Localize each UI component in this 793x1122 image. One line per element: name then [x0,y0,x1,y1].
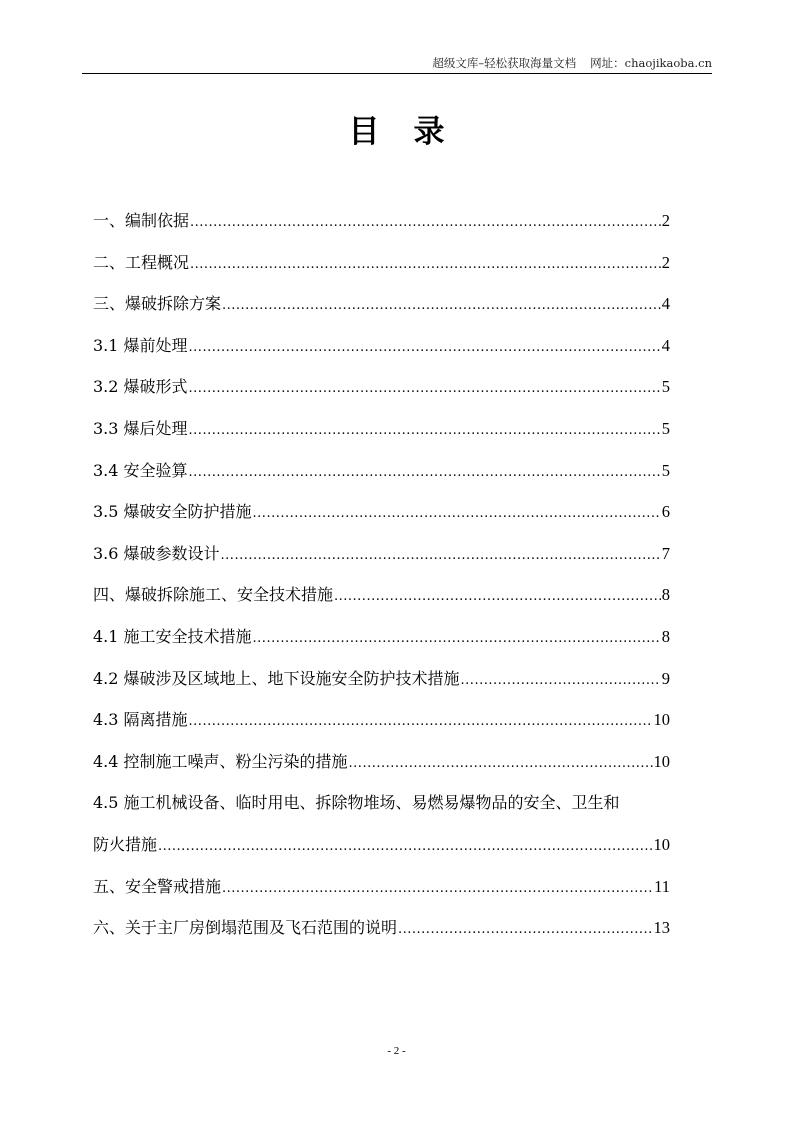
dot-leader [190,215,661,230]
toc-entry-page: 5 [661,418,670,438]
toc-entry[interactable] [93,374,670,416]
toc-entry-page: 5 [661,460,670,480]
toc-entry-page: 5 [661,377,670,397]
toc-entry-page: 7 [661,543,670,563]
toc-entry-text: 4.4 控制施工噪声、粉尘污染的措施 [93,751,348,771]
toc-entry-text: 一、编制依据 [93,211,190,230]
toc-entry-page: 10 [653,710,670,730]
dot-leader [189,423,661,438]
toc-entry-page: 8 [661,585,670,605]
toc-entry[interactable] [93,749,670,791]
toc-entry-page: 9 [661,668,670,688]
page-title: 目录 [348,114,479,150]
dot-leader [253,631,661,646]
toc-entry-page: 2 [661,211,670,230]
toc-entry[interactable] [93,416,670,458]
dot-leader [221,548,661,563]
toc-entry[interactable] [93,624,670,666]
toc-entry-text: 4.2 爆破涉及区域地上、地下设施安全防护技术措施 [93,668,460,688]
toc-entry-text: 3.6 爆破参数设计 [93,543,220,563]
toc-entry[interactable] [93,874,670,916]
header-rule [82,73,712,74]
dot-leader [334,589,661,604]
toc-entry[interactable] [93,250,670,292]
dot-leader [190,257,661,272]
toc-entry[interactable] [93,832,670,874]
dot-leader [189,714,653,729]
toc-entry-page: 10 [653,751,670,771]
dot-leader [222,881,653,896]
toc-entry[interactable] [93,707,670,749]
toc-entry[interactable] [93,582,670,624]
toc-entry[interactable] [93,499,670,541]
toc-entry-page: 2 [661,252,670,272]
toc-entry-text: 3.4 安全验算 [93,460,188,480]
toc-entry-text: 四、爆破拆除施工、安全技术措施 [93,585,334,605]
toc-entry-text: 4.3 隔离措施 [93,710,188,730]
dot-leader [158,839,652,854]
dot-leader [189,465,661,480]
toc-entry-text: 五、安全警戒措施 [93,876,222,896]
toc-entry-page: 10 [653,834,670,854]
toc-entry-page: 8 [661,626,670,646]
dot-leader [398,922,652,937]
toc-entry-text: 3.2 爆破形式 [93,377,188,397]
toc-entry[interactable] [93,541,670,583]
toc-entry-text: 六、关于主厂房倒塌范围及飞石范围的说明 [93,918,398,938]
toc-entry-line[interactable] [93,790,670,832]
toc-entry-text: 3.5 爆破安全防护措施 [93,502,252,522]
dot-leader [189,340,661,355]
table-of-contents [93,208,670,957]
page-header [82,55,712,71]
toc-entry-page: 6 [661,502,670,522]
toc-entry[interactable] [93,915,670,957]
toc-entry-page: 4 [661,294,670,314]
toc-entry-text: 4.5 施工机械设备、临时用电、拆除物堆场、易燃易爆物品的安全、卫生和 [93,793,620,813]
toc-entry[interactable] [93,333,670,375]
toc-entry-text: 3.3 爆后处理 [93,418,188,438]
dot-leader [222,298,661,313]
header-site-name: 超级文库–轻松获取海量文档 [432,56,577,70]
toc-entry-text: 4.1 施工安全技术措施 [93,626,252,646]
toc-entry-text: 二、工程概况 [93,252,190,272]
page-number: - 2 - [387,1045,406,1057]
toc-entry-page: 4 [661,335,670,355]
toc-entry-text: 三、爆破拆除方案 [93,294,222,314]
toc-entry[interactable] [93,458,670,500]
dot-leader [253,506,661,521]
dot-leader [349,756,653,771]
toc-entry-page: 13 [653,918,670,938]
toc-entry-text: 3.1 爆前处理 [93,335,188,355]
dot-leader [461,673,661,688]
toc-entry-page: 11 [654,876,670,896]
toc-entry[interactable] [93,291,670,333]
header-url: 网址：chaojikaoba.cn [590,56,712,70]
dot-leader [189,381,661,396]
toc-entry[interactable] [93,208,670,250]
toc-entry-text: 防火措施 [93,834,158,854]
toc-entry[interactable] [93,666,670,708]
